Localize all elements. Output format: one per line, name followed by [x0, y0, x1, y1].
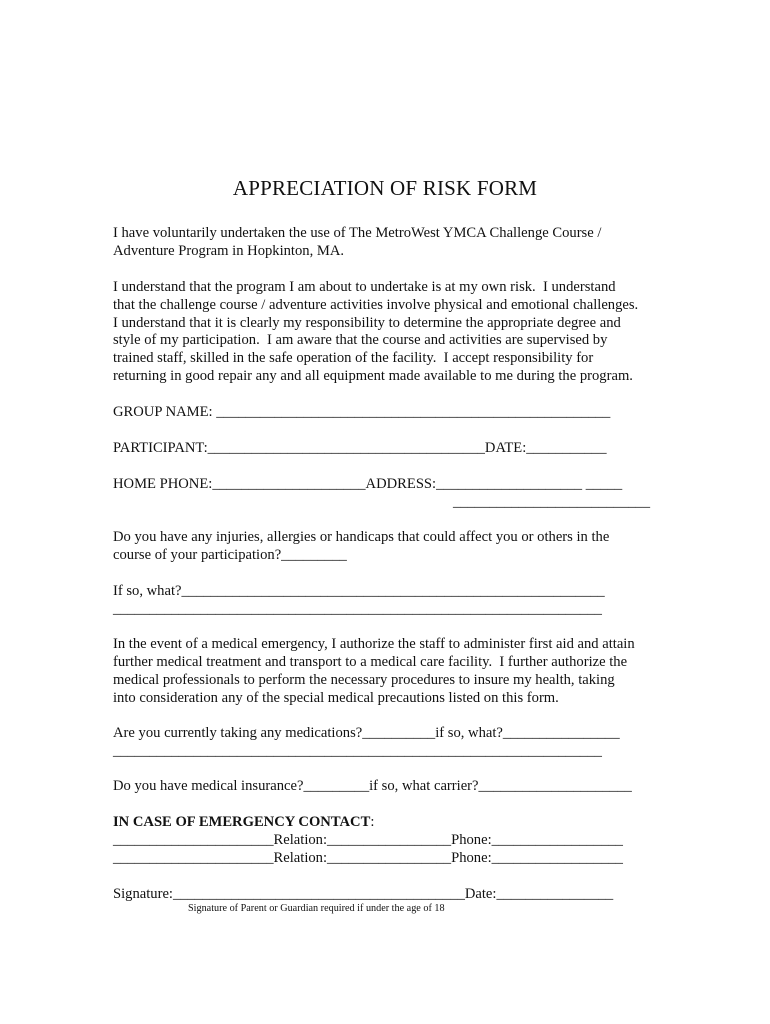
emergency-paragraph-line-2: further medical treatment and transport to a medical care facility. I further authorize the: [113, 654, 628, 670]
medications-field-line-2[interactable]: ___________________________________________________________________: [113, 743, 602, 759]
risk-paragraph-line-5: trained staff, skilled in the safe operation of the facility. I accept responsibility for: [113, 350, 594, 366]
home-phone-address-field[interactable]: HOME PHONE:_____________________ADDRESS:____________________ _____: [113, 476, 623, 492]
emergency-paragraph-line-3: medical professionals to perform the necessary procedures to insure my health, taking: [113, 672, 615, 688]
address-field-line-2[interactable]: ___________________________: [453, 494, 651, 510]
emergency-paragraph-line-1: In the event of a medical emergency, I authorize the staff to administer first aid and attain: [113, 636, 635, 652]
insurance-field[interactable]: Do you have medical insurance?_________if so, what carrier?_____________________: [113, 778, 632, 794]
form-title: APPRECIATION OF RISK FORM: [232, 176, 538, 200]
risk-paragraph-line-2: that the challenge course / adventure activities involve physical and emotional challenges.: [113, 297, 639, 313]
risk-paragraph-line-6: returning in good repair any and all equipment made available to me during the program.: [113, 368, 633, 384]
risk-paragraph-line-3: I understand that it is clearly my responsibility to determine the appropriate degree and: [113, 315, 621, 331]
group-name-field[interactable]: GROUP NAME: ______________________________________________________: [113, 404, 611, 420]
intro-line-2: Adventure Program in Hopkinton, MA.: [113, 243, 345, 259]
if-so-what-field-line-2[interactable]: ___________________________________________________________________: [113, 601, 602, 617]
risk-paragraph-line-4: style of my participation. I am aware that the course and activities are supervised by: [113, 332, 608, 348]
medications-field[interactable]: Are you currently taking any medications?__________if so, what?________________: [113, 725, 620, 741]
emergency-contact-heading: [113, 813, 374, 831]
injuries-question-field[interactable]: course of your participation?_________: [113, 547, 347, 563]
signature-date-field[interactable]: Signature:________________________________________Date:________________: [113, 886, 614, 902]
injuries-question-line-1: Do you have any injuries, allergies or handicaps that could affect you or others in the: [113, 529, 610, 545]
emergency-contact-field-2[interactable]: ______________________Relation:_________________Phone:__________________: [113, 850, 623, 866]
intro-line-1: I have voluntarily undertaken the use of The MetroWest YMCA Challenge Course /: [113, 225, 602, 241]
if-so-what-field[interactable]: If so, what?__________________________________________________________: [113, 583, 605, 599]
participant-date-field[interactable]: PARTICIPANT:______________________________________DATE:___________: [113, 440, 607, 456]
emergency-contact-heading-text: IN CASE OF EMERGENCY CONTACT: [113, 814, 371, 830]
emergency-contact-heading-colon: :: [370, 814, 375, 830]
emergency-paragraph-line-4: into consideration any of the special medical precautions listed on this form.: [113, 690, 559, 706]
signature-note: Signature of Parent or Guardian required if under the age of 18: [188, 903, 445, 914]
risk-paragraph-line-1: I understand that the program I am about to undertake is at my own risk. I understand: [113, 279, 616, 295]
emergency-contact-field-1[interactable]: ______________________Relation:_________________Phone:__________________: [113, 832, 623, 848]
